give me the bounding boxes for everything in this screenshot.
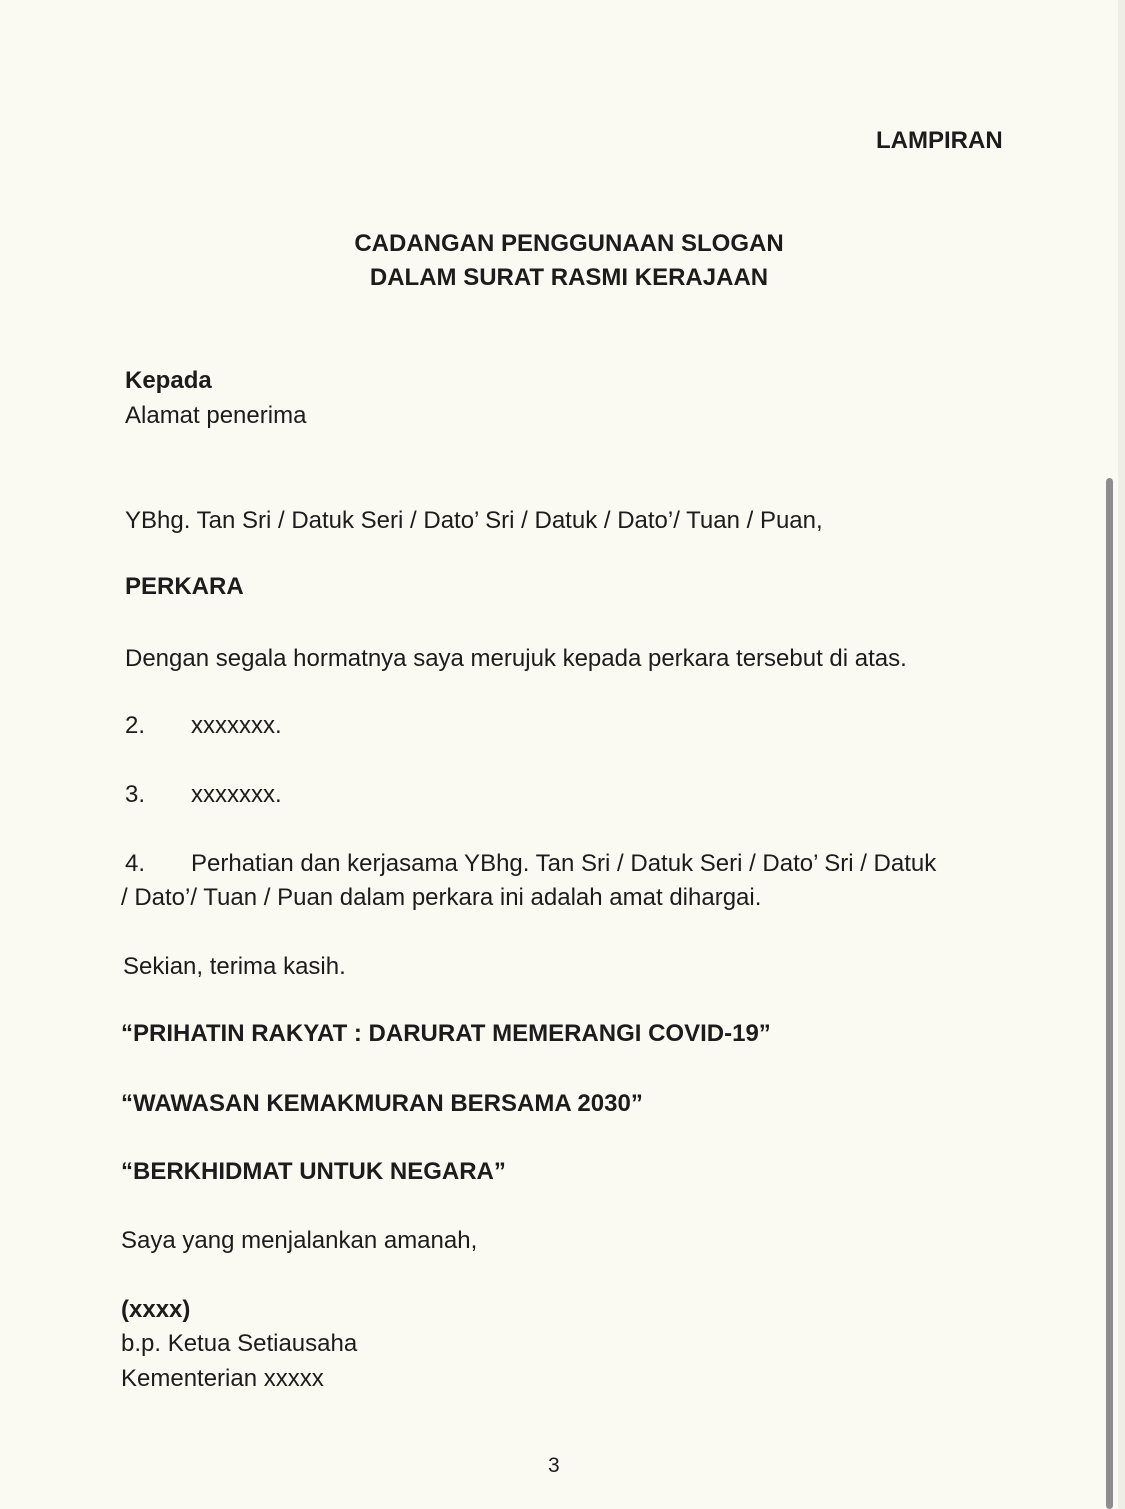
paragraph-4-number: 4.	[125, 850, 146, 877]
slogan-3: “BERKHIDMAT UNTUK NEGARA”	[121, 1158, 506, 1185]
signatory-name: (xxxx)	[121, 1296, 191, 1323]
signoff: Saya yang menjalankan amanah,	[121, 1227, 478, 1254]
vertical-scrollbar[interactable]	[1106, 478, 1113, 1509]
salutation: YBhg. Tan Sri / Datuk Seri / Dato’ Sri / Datuk / Dato’/ Tuan / Puan,	[125, 507, 823, 534]
page-number: 3	[548, 1454, 560, 1477]
paragraph-4-text: Perhatian dan kerjasama YBhg. Tan Sri / Datuk Seri / Dato’ Sri / Datuk	[191, 850, 937, 877]
lampiran-label: LAMPIRAN	[876, 127, 1003, 154]
document-title-line-1: CADANGAN PENGGUNAAN SLOGAN	[354, 230, 784, 257]
paragraph-2	[125, 711, 282, 741]
paragraph-4-line-2: / Dato’/ Tuan / Puan dalam perkara ini adalah amat dihargai.	[121, 884, 762, 911]
paragraph-3-text: xxxxxxx.	[191, 781, 282, 808]
paragraph-3	[125, 780, 282, 810]
paragraph-3-number: 3.	[125, 781, 146, 808]
document-title-line-2: DALAM SURAT RASMI KERAJAAN	[369, 264, 769, 291]
paragraph-4-line-1	[125, 849, 936, 879]
paragraph-2-text: xxxxxxx.	[191, 712, 282, 739]
signatory-title: b.p. Ketua Setiausaha	[121, 1330, 358, 1357]
viewer-edge	[1118, 0, 1125, 1509]
slogan-2: “WAWASAN KEMAKMURAN BERSAMA 2030”	[121, 1090, 643, 1117]
slogan-1: “PRIHATIN RAKYAT : DARURAT MEMERANGI COVID-19”	[121, 1020, 771, 1047]
recipient-address: Alamat penerima	[125, 402, 307, 429]
subject-heading: PERKARA	[125, 573, 244, 600]
signatory-ministry: Kementerian xxxxx	[121, 1365, 324, 1392]
recipient-label: Kepada	[125, 367, 212, 394]
paragraph-2-number: 2.	[125, 712, 146, 739]
closing-line: Sekian, terima kasih.	[123, 953, 346, 980]
paragraph-1: Dengan segala hormatnya saya merujuk kepada perkara tersebut di atas.	[125, 645, 907, 672]
